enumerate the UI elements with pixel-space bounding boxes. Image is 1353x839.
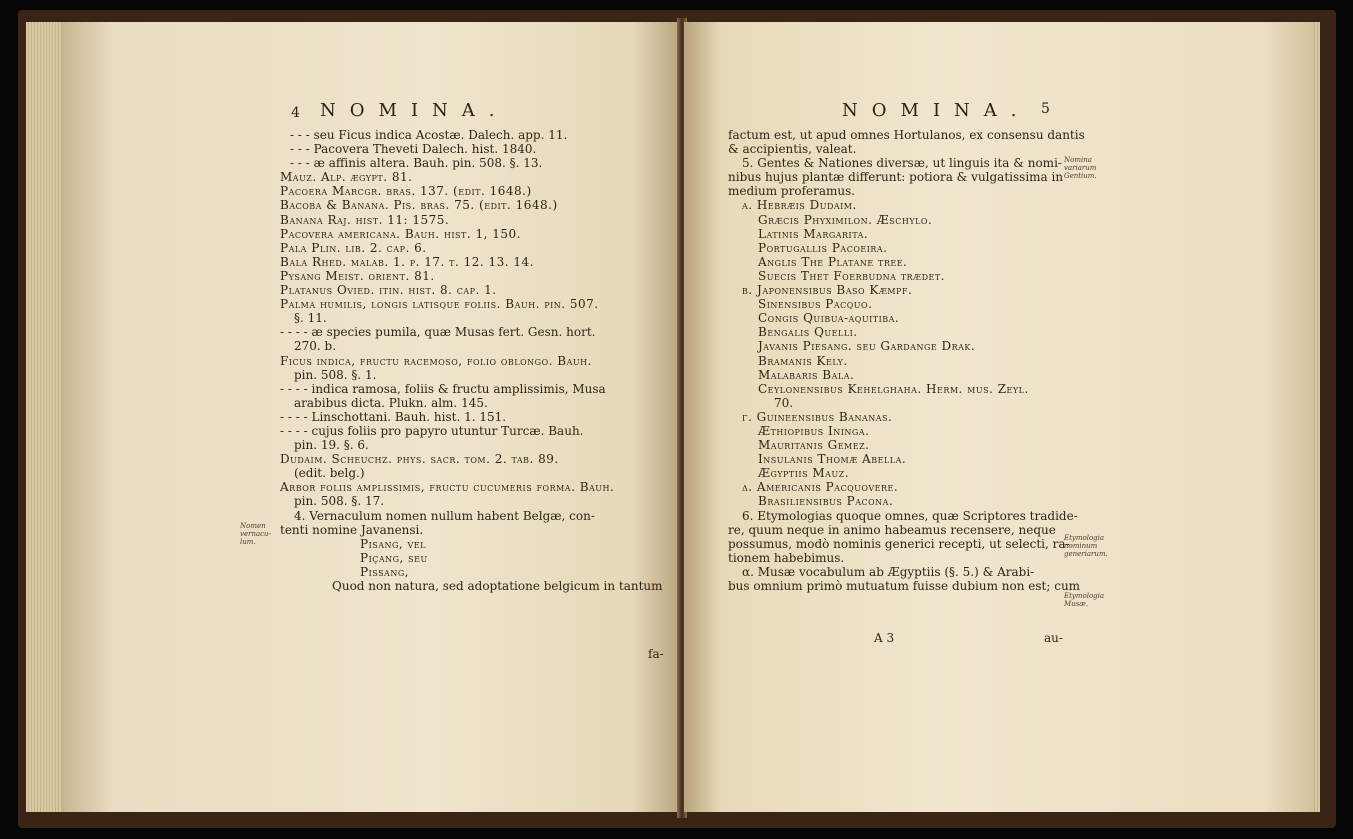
text-line: - - - Pacovera Theveti Dalech. hist. 1840. [290, 142, 537, 157]
running-head: NOMINA. [842, 100, 1031, 121]
text-line: Bramanis Kely. [758, 353, 848, 368]
text-line: Anglis The Platane tree. [758, 254, 908, 269]
left-text-block [280, 128, 663, 593]
text-line: Congis Quibua-aquitiba. [758, 311, 900, 326]
text-line: Banana Raj. hist. 11: 1575. [280, 212, 450, 227]
text-line: possumus, modò nominis generici recepti, ut selecti, ra- [728, 536, 1070, 551]
text-line: Sinensibus Pacquo. [758, 297, 873, 312]
text-line: Bengalis Quelli. [758, 325, 858, 340]
page-number: 4 [291, 105, 300, 121]
text-line: β. Japonensibus Baso Kæmpf. [742, 283, 913, 298]
text-line: Bala Rhed. malab. 1. p. 17. t. 12. 13. 14. [280, 254, 534, 269]
text-line: Ficus indica, fructu racemoso, folio oblongo. Bauh. [280, 353, 592, 368]
text-line: bus omnium primò mutuatum fuisse dubium non est; cum [728, 579, 1081, 593]
text-line: §. 11. [294, 311, 327, 326]
text-line: 270. b. [294, 339, 337, 354]
text-line: Pissang, [360, 564, 410, 579]
text-line: Piçang, seu [360, 550, 428, 565]
text-line: Ceylonensibus Kehelghaha. Herm. mus. Zeyl. [758, 381, 1029, 396]
right-text-block [728, 128, 1085, 593]
text-line: (edit. belg.) [294, 466, 365, 481]
text-line: pin. 19. §. 6. [294, 438, 369, 453]
text-line: factum est, ut apud omnes Hortulanos, ex consensu dantis [728, 128, 1085, 142]
catchword: fa- [648, 647, 664, 661]
text-line: Insulanis Thomæ Abella. [758, 452, 907, 467]
margin-note: Etymologia nominum generiarum. [1064, 534, 1108, 558]
text-line: medium proferamus. [728, 184, 856, 199]
signature-mark: 5 [1041, 101, 1050, 117]
running-head: NOMINA. [320, 100, 509, 121]
text-line: re, quum neque in animo habeamus recensere, neque [728, 522, 1056, 537]
text-line: - - - æ affinis altera. Bauh. pin. 508. §. 13. [290, 156, 543, 171]
text-line: pin. 508. §. 1. [294, 367, 377, 382]
text-line: - - - seu Ficus indica Acostæ. Dalech. app. 11. [290, 128, 568, 142]
text-line: 4. Vernaculum nomen nullum habent Belgæ, con- [294, 508, 595, 523]
left-page [62, 22, 682, 812]
text-line: Dudaim. Scheuchz. phys. sacr. tom. 2. tab. 89. [280, 452, 559, 467]
text-line: pin. 508. §. 17. [294, 494, 385, 509]
text-line: Quod non natura, sed adoptatione belgicum in tantum [332, 579, 663, 593]
text-line: Suecis Thet Foerbudna trædet. [758, 268, 945, 283]
text-line: 6. Etymologias quoque omnes, quæ Scriptores tradide- [742, 508, 1078, 523]
text-line: Palma humilis, longis latisque foliis. Bauh. pin. 507. [280, 297, 599, 312]
text-line: α. Hebræis Dudaim. [742, 198, 857, 213]
text-line: Æthiopibus Ininga. [758, 423, 870, 438]
text-line: Mauz. Alp. ægypt. 81. [280, 170, 413, 185]
text-line: - - - - Linschottani. Bauh. hist. 1. 151. [280, 409, 507, 424]
margin-note: Etymologia Musæ. [1064, 592, 1105, 608]
text-line: Javanis Piesang. seu Gardange Drak. [758, 339, 976, 354]
margin-note: Nomen vernacu- lum. [240, 522, 271, 546]
text-line: Malabaris Bala. [758, 367, 855, 382]
right-page [684, 22, 1314, 812]
text-line: α. Musæ vocabulum ab Ægyptiis (§. 5.) & Arabi- [742, 564, 1035, 579]
text-line: Ægyptiis Mauz. [758, 466, 850, 481]
text-line: Brasiliensibus Pacona. [758, 494, 894, 509]
text-line: Bacoba & Banana. Pis. bras. 75. (edit. 1648.) [280, 198, 558, 213]
text-line: Pisang, vel [360, 536, 426, 551]
text-line: Pacovera americana. Bauh. hist. 1, 150. [280, 226, 521, 241]
text-line: Pysang Meist. orient. 81. [280, 268, 435, 283]
text-line: Pacoera Marcgr. bras. 137. (edit. 1648.) [280, 184, 532, 199]
text-line: - - - - cujus foliis pro papyro utuntur Turcæ. Bauh. [280, 423, 584, 438]
margin-note: Nomina variarum Gentium. [1064, 156, 1097, 180]
signature: A 3 [874, 631, 895, 645]
text-line: - - - - æ species pumila, quæ Musas fert. Gesn. hort. [280, 325, 596, 340]
text-line: nibus hujus plantæ differunt: potiora & vulgatissima in [728, 170, 1064, 185]
text-line: tionem habebimus. [728, 550, 845, 565]
text-line: δ. Americanis Pacquovere. [742, 480, 899, 495]
text-line: & accipientis, valeat. [728, 142, 857, 157]
text-line: Mauritanis Gemez. [758, 438, 870, 453]
text-line: 5. Gentes & Nationes diversæ, ut linguis ita & nomi- [742, 156, 1062, 171]
text-line: Latinis Margarita. [758, 226, 869, 241]
text-line: Platanus Ovied. itin. hist. 8. cap. 1. [280, 283, 497, 298]
text-line: Pala Plin. lib. 2. cap. 6. [280, 240, 427, 255]
page-edges-left [26, 22, 66, 812]
catchword: au- [1044, 631, 1063, 645]
text-line: Portugallis Pacoeira. [758, 240, 888, 255]
text-line: arabibus dicta. Plukn. alm. 145. [294, 395, 488, 410]
text-line: γ. Guineensibus Bananas. [742, 409, 893, 424]
text-line: - - - - indica ramosa, foliis & fructu amplissimis, Musa [280, 381, 606, 396]
text-line: tenti nomine Javanensi. [280, 522, 424, 537]
text-line: Græcis Phyximilon. Æschylo. [758, 212, 933, 227]
text-line: 70. [774, 395, 794, 410]
text-line: Arbor foliis amplissimis, fructu cucumeris forma. Bauh. [280, 480, 615, 495]
